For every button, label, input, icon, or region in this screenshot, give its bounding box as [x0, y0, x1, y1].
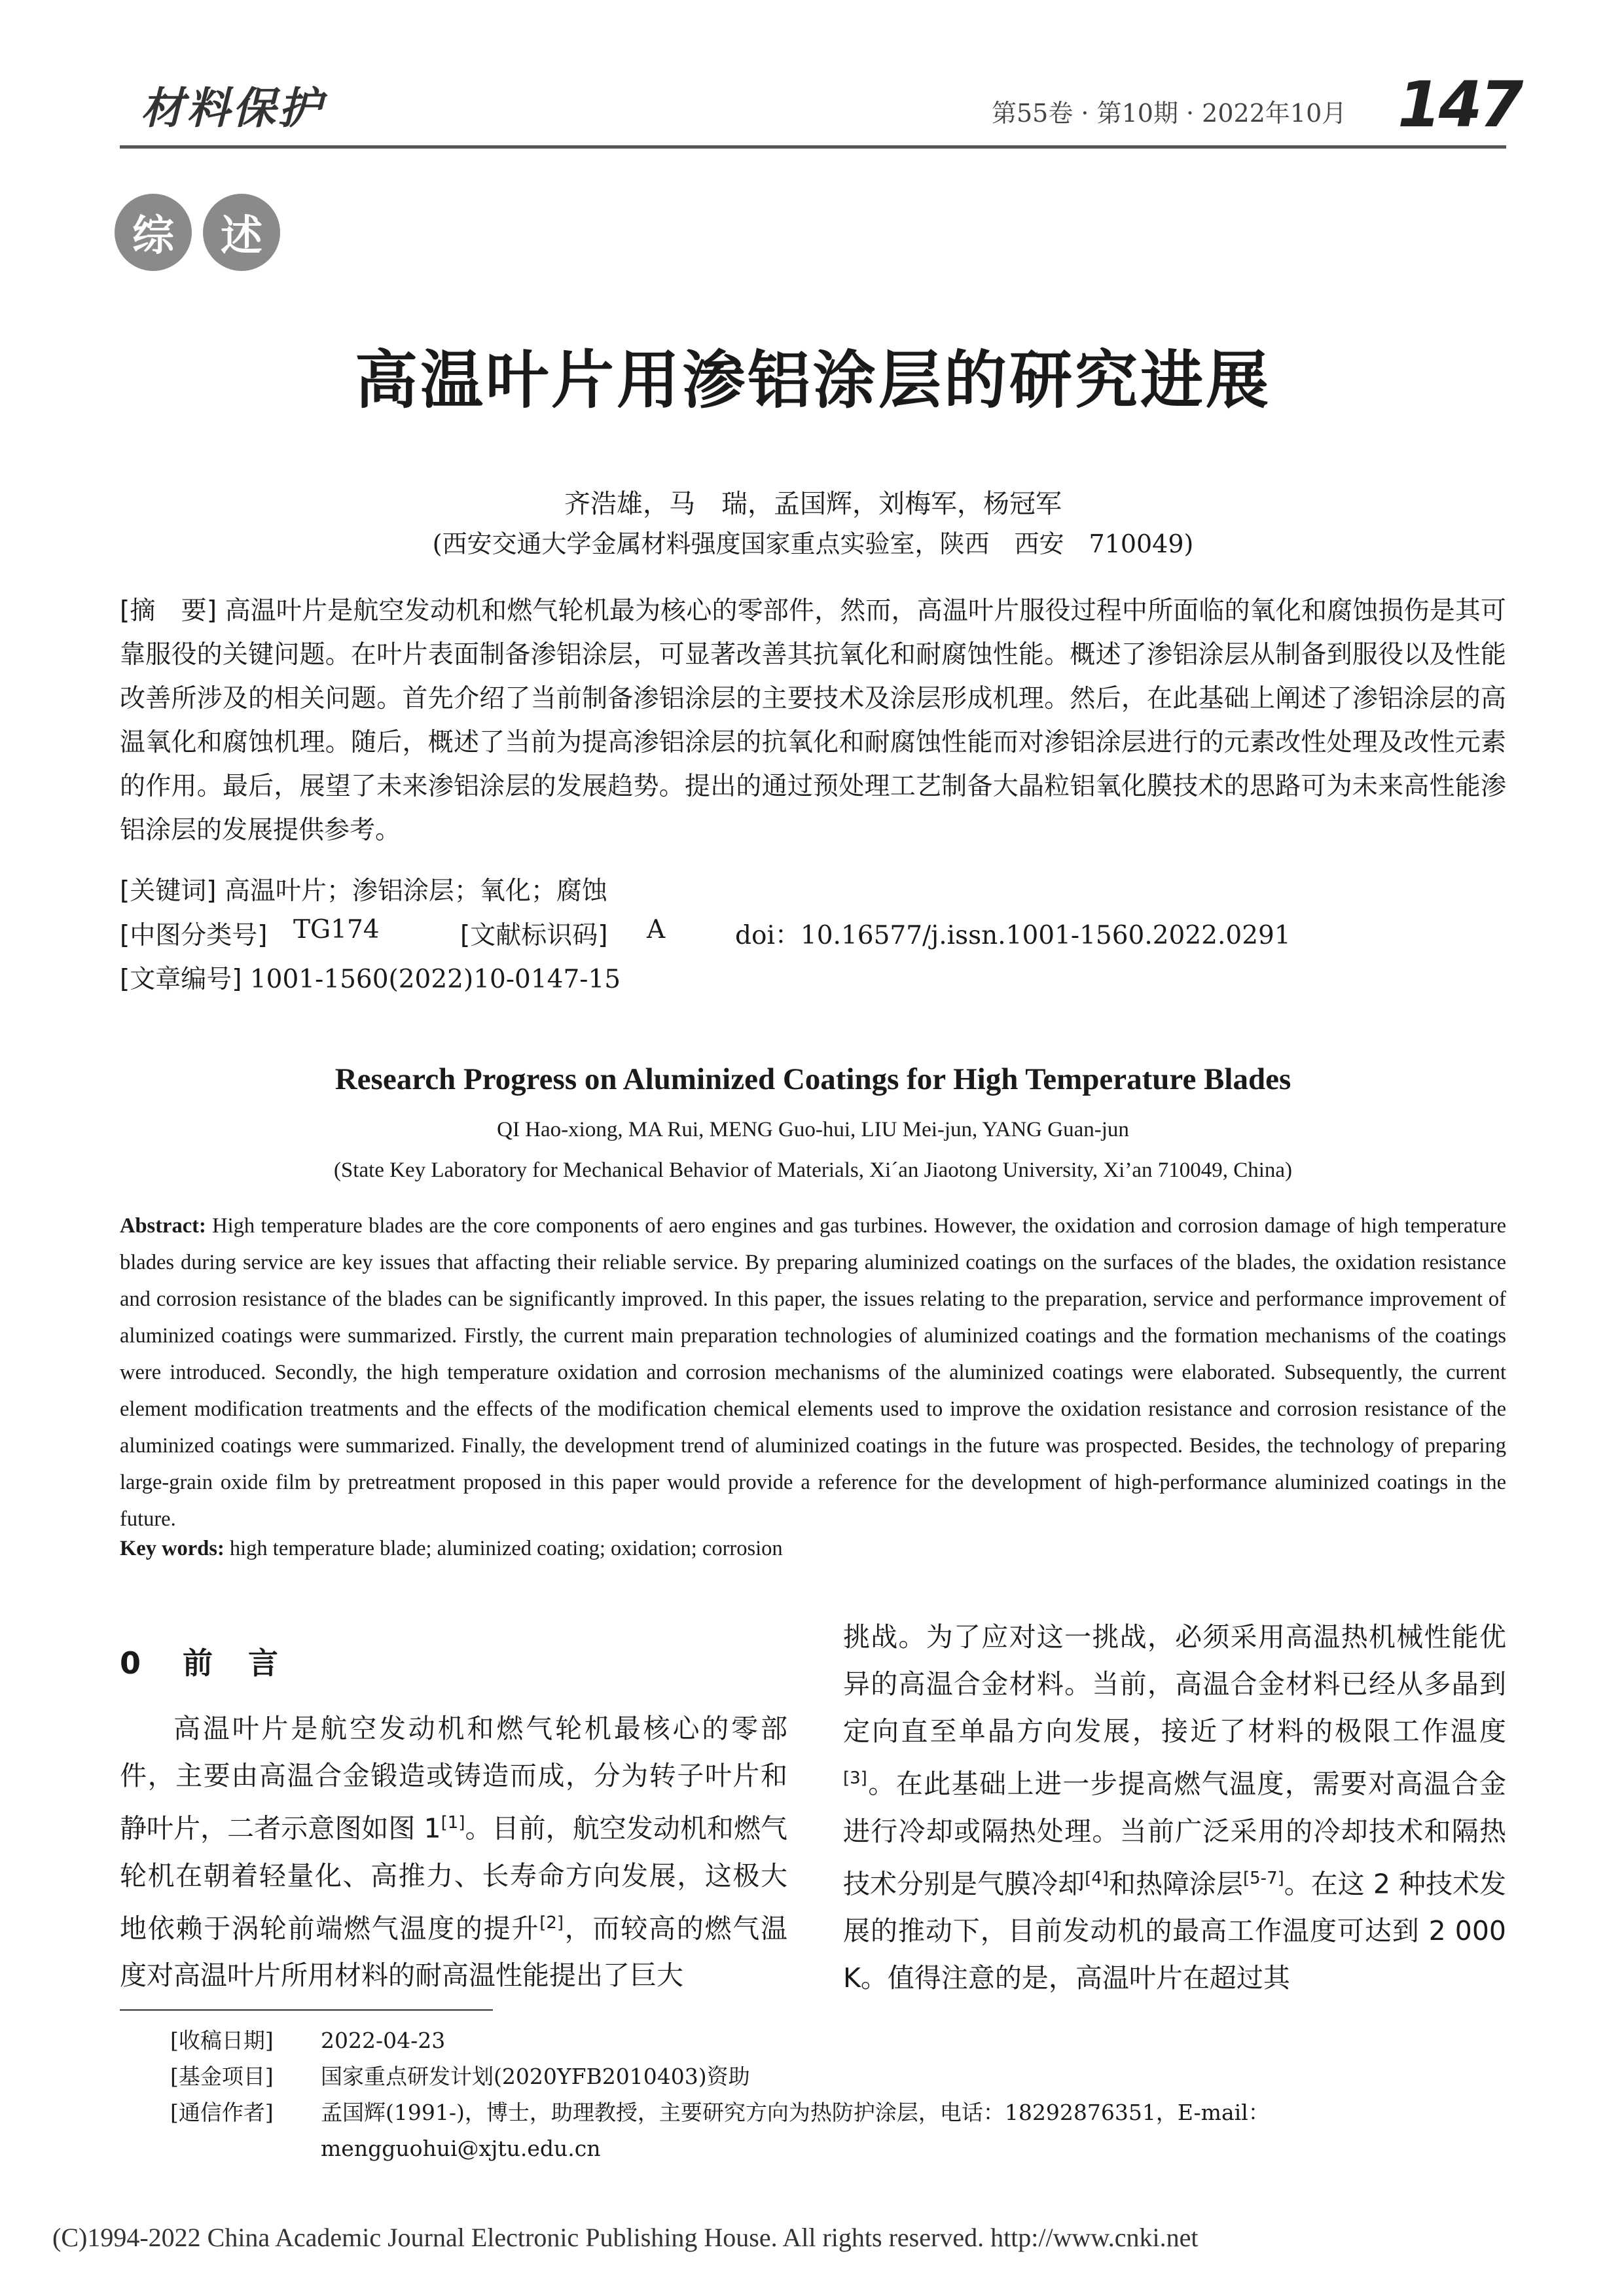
paper-title-zh: 高温叶片用渗铝涂层的研究进展 [355, 344, 1271, 417]
issue-info: 第55卷 · 第10期 · 2022年10月 [992, 99, 1347, 128]
footnote-label: [收稿日期] [170, 2028, 274, 2053]
page-number: 147 [1398, 68, 1521, 141]
section-badge-char: 述 [203, 194, 280, 271]
doc-code-label: [文献标识码] [460, 921, 608, 950]
journal-logo: 材料保护 [141, 82, 324, 134]
article-number [120, 959, 621, 996]
body-text: 挑战。为了应对这一挑战，必须采用高温热机械性能优异的高温合金材料。当前，高温合金材料已经从多晶到定向直至单晶方向发展，接近了材料的极限工作温度 [843, 1621, 1506, 1747]
body-text: 高温叶片是航空发动机和燃气轮机最核心的零部件，主要由高温合金锻造或铸造而成，分为转子叶片和静叶片，二者示意图如图 1 [120, 1713, 787, 1844]
body-text: 和热障涂层 [1108, 1868, 1243, 1900]
abstract-zh [120, 589, 1506, 874]
copyright-footer: (C)1994-2022 China Academic Journal Electronic Publishing House. All rights reserved. http://www.cnki.net [52, 2223, 1199, 2252]
article-number-value: 1001-1560(2022)10-0147-15 [249, 965, 621, 994]
footnote-label: [基金项目] [170, 2064, 274, 2089]
affiliation-zh: (西安交通大学金属材料强度国家重点实验室，陕西 西安 710049) [432, 529, 1194, 558]
body-text: 。在这 2 种技术发展的推动下，目前发动机的最高工作温度可达到 2 000 K。值得注意的是，高温叶片在超过其 [843, 1868, 1507, 1994]
footnote-funding [170, 2058, 1512, 2094]
footnote-corresponding-author [170, 2094, 1512, 2166]
abstract-zh-text: 高温叶片是航空发动机和燃气轮机最为核心的零部件，然而，高温叶片服役过程中所面临的氧化和腐蚀损伤是其可靠服役的关键问题。在叶片表面制备渗铝涂层，可显著改善其抗氧化和耐腐蚀性能。概述了渗铝涂层从制备到服役以及性能改善所涉及的相关问题。首先介绍了当前制备渗铝涂层的主要技术及涂层形成机理。然后，在此基础上阐述了渗铝涂层的高温氧化和腐蚀机理。随后，概述了当前为提高渗铝涂层的抗氧化和耐腐蚀性能而对渗铝涂层进行的元素改性处理及改性元素的作用。最后，展望了未来渗铝涂层的发展趋势。提出的通过预处理工艺制备大晶粒铝氧化膜技术的思路可为未来高性能渗铝涂层的发展提供参考。 [120, 596, 1506, 845]
abstract-en-label: Abstract: [120, 1214, 206, 1238]
doi: doi：10.16577/j.issn.1001-1560.2022.0291 [735, 921, 1291, 950]
footnote-value: 孟国辉(1991-)，博士，助理教授，主要研究方向为热防护涂层，电话：18292876351，E-mail：mengguohui@xjtu.edu.cn [321, 2100, 1270, 2161]
doc-code-value: A [647, 915, 666, 944]
keywords-zh-text: 高温叶片；渗铝涂层；氧化；腐蚀 [224, 876, 607, 906]
citation: [2] [539, 1912, 564, 1933]
body-text: ，而较高的燃气温度对高温叶片所用材料的耐高温性能提出了巨大 [120, 1912, 787, 1992]
authors-en: QI Hao-xiong, MA Rui, MENG Guo-hui, LIU Mei-jun, YANG Guan-jun [497, 1118, 1129, 1141]
footnote-value: 国家重点研发计划(2020YFB2010403)资助 [321, 2064, 750, 2089]
abstract-zh-label: [摘 要] [120, 596, 217, 626]
body-text: 。目前，航空发动机和燃气轮机在朝着轻量化、高推力、长寿命方向发展，这极大地依赖于涡轮前端燃气温度的提升 [120, 1812, 787, 1945]
citation: [4] [1085, 1868, 1109, 1888]
keywords-en-label: Key words: [120, 1537, 225, 1560]
citation: [1] [441, 1813, 465, 1833]
abstract-en-text: High temperature blades are the core components of aero engines and gas turbines. However, the oxidation and corrosion damage of high temperature blades during service are key issues that affacting their reliable service. By preparing aluminized coatings on the surfaces of the blades, the oxidation resistance and corrosion resistance of the blades can be significantly improved. In this paper, the issues relating to the preparation, service and performance improvement of aluminized coatings were summarized. Firstly, the current main preparation technologies of aluminized coatings and the formation mechanisms of the coatings were introduced. Secondly, the high temperature oxidation and corrosion mechanisms of the aluminized coatings were elaborated. Subsequently, the current element modification treatments and the effects of the modification chemical elements used to improve the oxidation resistance and corrosion resistance of the aluminized coatings were summarized. Finally, the development trend of aluminized coatings in the future was prospected. Besides, the technology of preparing large-grain oxide film by pretreatment proposed in this paper would provide a reference for the development of high-performance aluminized coatings in the future. [120, 1214, 1507, 1531]
keywords-zh [120, 870, 607, 907]
footnote-received [170, 2022, 1512, 2058]
abstract-en [120, 1208, 1506, 1537]
affiliation-en: (State Key Laboratory for Mechanical Behavior of Materials, Xi´an Jiaotong University, Xi’an 710049, China) [333, 1158, 1293, 1182]
footnote-label: [通信作者] [170, 2100, 274, 2125]
section-title: 前 言 [183, 1645, 281, 1681]
citation: [3] [843, 1768, 867, 1788]
clc-label: [中图分类号] [120, 921, 268, 950]
body-column-left [120, 1705, 787, 1999]
keywords-en-text: high temperature blade; aluminized coating; oxidation; corrosion [229, 1537, 783, 1560]
keywords-zh-label: [关键词] [120, 876, 217, 906]
body-column-right [843, 1613, 1506, 2001]
article-number-label: [文章编号] [120, 965, 242, 994]
section-number: 0 [120, 1645, 144, 1681]
section-heading [120, 1640, 281, 1683]
keywords-en [120, 1537, 1506, 1561]
body-text: 。在此基础上进一步提高燃气温度，需要对高温合金进行冷却或隔热处理。当前广泛采用的冷却技术和隔热技术分别是气膜冷却 [843, 1768, 1506, 1900]
clc-value: TG174 [293, 915, 380, 944]
paper-title-en: Research Progress on Aluminized Coatings for High Temperature Blades [334, 1062, 1291, 1096]
footnotes [170, 2022, 1512, 2166]
footnote-rule [120, 2009, 493, 2011]
footnote-value: 2022-04-23 [321, 2028, 446, 2053]
authors-zh: 齐浩雄，马 瑞，孟国辉，刘梅军，杨冠军 [564, 489, 1062, 519]
section-badge-char: 综 [115, 194, 192, 271]
citation: [5-7] [1243, 1868, 1284, 1888]
header-rule [120, 145, 1506, 149]
